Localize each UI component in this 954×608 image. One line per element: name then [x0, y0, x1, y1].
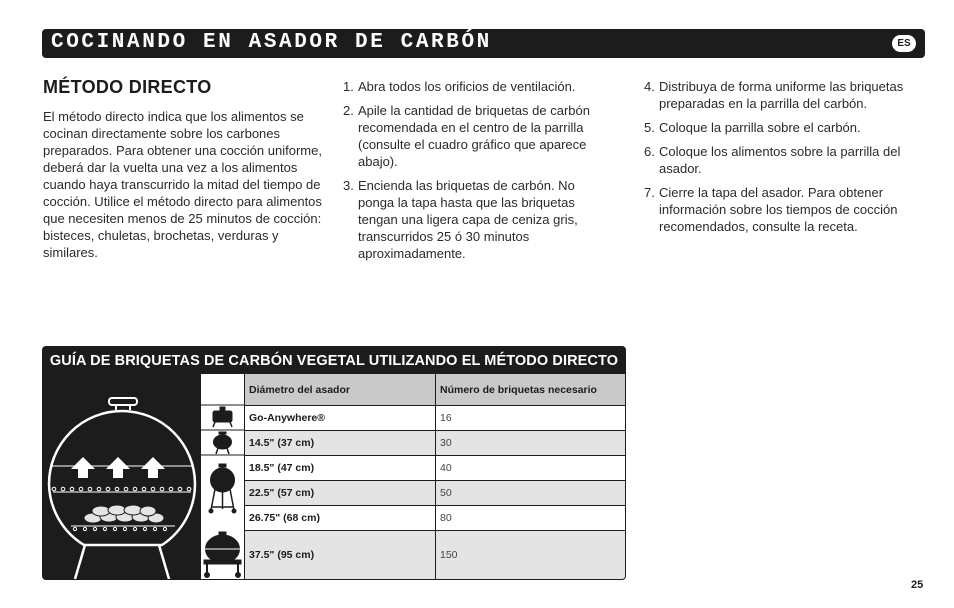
table-row: Go-Anywhere® 16	[245, 406, 626, 431]
step-item: 1. Abra todos los orificios de ventilación.	[343, 79, 576, 94]
step-item: 5. Coloque la parrilla sobre el carbón.	[644, 120, 861, 135]
guide-title: GUÍA DE BRIQUETAS DE CARBÓN VEGETAL UTILIZANDO EL MÉTODO DIRECTO	[49, 353, 619, 369]
language-badge: ES	[892, 35, 916, 52]
ranch-kettle-grill-icon	[204, 532, 241, 578]
kettle-grill-direct-method-illustration	[43, 374, 201, 579]
section-heading: MÉTODO DIRECTO	[43, 77, 212, 97]
briquette-guide	[42, 346, 626, 580]
step-item: 4. Distribuya de forma uniforme las briquetas preparadas en la parrilla del carbón.	[644, 79, 904, 111]
header-bar	[42, 29, 925, 58]
intro-column	[43, 79, 325, 261]
intro-paragraph: El método directo indica que los alimentos se cocinan directamente sobre los carbones preparados. Para obtener una cocción uniforme, deberá dar la vuelta una vez a los alimentos cuando haya transcurrido la mitad del tiempo de cocción. Utilice el método directo para alimentos que necesiten menos de 25 minutos de cocción: bisteces, chuletas, brochetas, verduras y similares.	[43, 109, 322, 260]
column-header: Número de briquetas necesario	[436, 374, 626, 406]
page-title: COCINANDO EN ASADOR DE CARBÓN	[51, 31, 492, 54]
briquette-table	[244, 374, 625, 580]
small-kettle-grill-icon	[214, 432, 232, 454]
column-header: Diámetro del asador	[245, 374, 436, 406]
table-row: 14.5" (37 cm) 30	[245, 431, 626, 456]
table-row: 26.75" (68 cm) 80	[245, 506, 626, 531]
heat-arrow-icon	[71, 457, 165, 478]
grill-size-icon-column	[201, 374, 244, 579]
step-item: 6. Coloque los alimentos sobre la parrilla del asador.	[644, 144, 901, 176]
step-item: 7. Cierre la tapa del asador. Para obtener información sobre los tiempos de cocción recomendados, consulte la receta.	[644, 185, 898, 234]
kettle-grill-icon	[209, 464, 236, 513]
briquettes-icon	[84, 505, 164, 523]
step-item: 2. Apile la cantidad de briquetas de carbón recomendada en el centro de la parrilla (consulte el cuadro gráfico que aparece abajo).	[343, 103, 590, 169]
steps-column-1	[343, 78, 611, 269]
portable-grill-icon	[213, 407, 232, 427]
table-row: 22.5" (57 cm) 50	[245, 481, 626, 506]
step-item: 3. Encienda las briquetas de carbón. No ponga la tapa hasta que las briquetas tengan una ligera capa de ceniza gris, transcurridos 25 ó 30 minutos aproximadamente.	[343, 178, 578, 261]
table-row: 37.5" (95 cm) 150	[245, 531, 626, 580]
page-number: 25	[911, 579, 924, 591]
steps-column-2	[644, 78, 922, 242]
table-row: 18.5" (47 cm) 40	[245, 456, 626, 481]
table-header-row	[245, 374, 626, 406]
